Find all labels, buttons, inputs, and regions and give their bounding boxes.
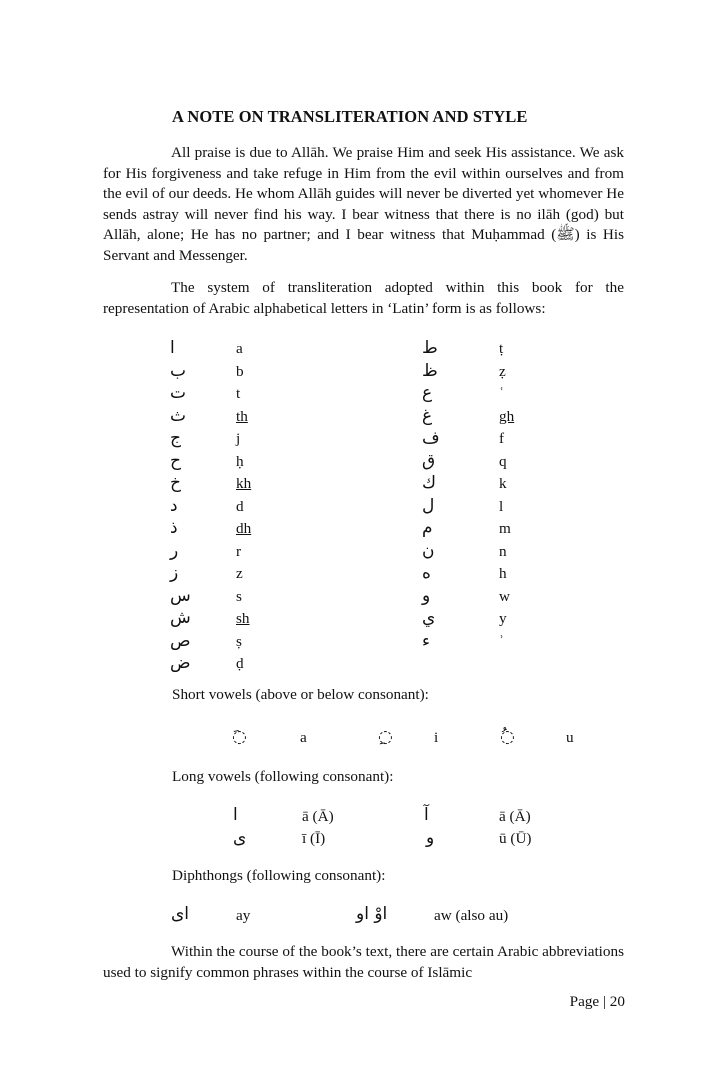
left-column-transliteration: j (236, 430, 241, 447)
short-vowel-u: u (566, 729, 574, 746)
long-vowel-a-2: ā (Ā) (499, 808, 531, 825)
long-vowel-alif-madda: آ (424, 805, 429, 825)
left-column-transliteration: d (236, 497, 244, 515)
right-column-transliteration: ʾ (499, 632, 505, 650)
right-column-transliteration: ṭ (499, 340, 504, 357)
left-column-arabic-letter: ث (170, 405, 187, 426)
left-column-arabic-letter: س (170, 585, 191, 606)
left-column-transliteration: kh (236, 475, 252, 492)
left-column-arabic-letter: ج (170, 428, 181, 448)
long-vowel-ya: ى (233, 828, 247, 848)
intro-paragraph-text: All praise is due to Allāh. We praise Him and seek His assistance. We ask for His forgiveness and take refuge in Him from the evil within ourselves and from the evil of our deeds. He whom Allāh guides will never be diverted yet whomever He sends astray will never find his way. I bear witness that there is no ilāh (god) but Allāh, alone; He has no partner; and I bear witness that Muḥammad (ﷺ) is His Servant and Messenger. (103, 144, 624, 264)
short-vowel-fatha: ◌َ (232, 727, 247, 747)
left-column-transliteration: t (236, 385, 241, 402)
right-column-arabic-letter: ط (422, 338, 438, 358)
long-vowel-alif: ا (233, 805, 238, 825)
long-vowel-u: ū (Ū) (499, 830, 532, 847)
abbreviations-paragraph-text: Within the course of the book’s text, there are certain Arabic abbreviations used to signify common phrases within the course of Islāmic (103, 943, 624, 981)
left-column-arabic-letter: ش (170, 608, 191, 628)
right-column-arabic-letter: ع (422, 383, 433, 403)
left-column-arabic-letter: ز (170, 563, 179, 583)
left-column-arabic-letter: ا (170, 338, 175, 358)
right-column-arabic-letter: ظ (422, 360, 438, 381)
right-column-transliteration: ʿ (499, 385, 505, 402)
right-column-transliteration: ẓ (499, 362, 506, 380)
right-column-arabic-letter: ل (422, 495, 435, 516)
right-column-transliteration: f (499, 430, 505, 447)
long-vowel-waw: و (426, 828, 435, 848)
diphthong-ay: ay (236, 907, 251, 924)
left-column-arabic-letter: ر (170, 540, 179, 561)
page-title: A NOTE ON TRANSLITERATION AND STYLE (172, 107, 528, 126)
left-column-transliteration: r (236, 542, 242, 560)
left-column-arabic-letter: خ (170, 473, 181, 493)
right-column-arabic-letter: ف (422, 428, 440, 448)
left-column-arabic-letter: ض (170, 653, 191, 673)
diphthong-ay-arabic: اى (171, 904, 190, 924)
left-column-transliteration: z (236, 565, 243, 582)
left-column-arabic-letter: ح (170, 450, 181, 471)
left-column-transliteration: dh (236, 520, 252, 537)
short-vowel-kasra: ◌ِ (378, 727, 393, 747)
abbreviations-paragraph (103, 942, 624, 983)
left-column-transliteration: th (236, 407, 248, 425)
right-column-transliteration: h (499, 565, 507, 582)
right-column-transliteration: m (499, 520, 511, 537)
right-column-transliteration: k (499, 475, 507, 492)
right-column-arabic-letter: ك (422, 473, 437, 493)
left-column-transliteration: sh (236, 610, 250, 627)
right-column-transliteration: q (499, 452, 507, 470)
left-column-transliteration: ḥ (236, 452, 244, 470)
right-column-transliteration: y (499, 610, 507, 627)
right-column-transliteration: l (499, 497, 504, 515)
left-column-arabic-letter: ص (170, 630, 191, 651)
right-column-transliteration: gh (499, 407, 515, 425)
left-column-transliteration: ṣ (236, 632, 242, 650)
right-column-arabic-letter: غ (422, 405, 433, 426)
diphthong-aw: aw (also au) (434, 907, 509, 924)
short-vowel-i: i (434, 729, 439, 746)
transliteration-paragraph (103, 278, 624, 319)
left-column-transliteration: s (236, 587, 242, 605)
long-vowels-label: Long vowels (following consonant): (172, 768, 394, 785)
right-column-arabic-letter: ق (422, 450, 436, 471)
right-column-arabic-letter: ي (422, 608, 436, 628)
right-column-arabic-letter: ه (422, 563, 431, 583)
transliteration-paragraph-text: The system of transliteration adopted within this book for the representation of Arabic alphabetical letters in ‘Latin’ form is as follows: (103, 279, 624, 317)
right-column-arabic-letter: و (422, 585, 431, 606)
right-column-transliteration: w (499, 587, 510, 605)
short-vowel-a: a (300, 729, 307, 746)
right-column-arabic-letter: م (422, 518, 433, 538)
right-column-arabic-letter: ن (422, 540, 435, 561)
left-column-transliteration: ḍ (236, 655, 244, 672)
left-column-transliteration: b (236, 362, 244, 380)
long-vowel-a-1: ā (Ā) (302, 808, 334, 825)
right-column-transliteration: n (499, 542, 507, 560)
left-column-arabic-letter: ت (170, 383, 187, 403)
diphthongs-label: Diphthongs (following consonant): (172, 867, 386, 884)
left-column-arabic-letter: ب (170, 360, 187, 381)
long-vowel-i: ī (Ī) (302, 830, 326, 847)
right-column-arabic-letter: ء (422, 630, 430, 651)
left-column-arabic-letter: ذ (170, 518, 178, 538)
short-vowel-damma: ◌ُ (500, 727, 515, 747)
left-column-arabic-letter: د (170, 495, 178, 516)
intro-paragraph (103, 143, 624, 266)
page-number: Page | 20 (569, 993, 625, 1010)
diphthong-aw-arabic: اوْ او (356, 904, 388, 924)
short-vowels-label: Short vowels (above or below consonant): (172, 686, 429, 703)
left-column-transliteration: a (236, 340, 243, 357)
